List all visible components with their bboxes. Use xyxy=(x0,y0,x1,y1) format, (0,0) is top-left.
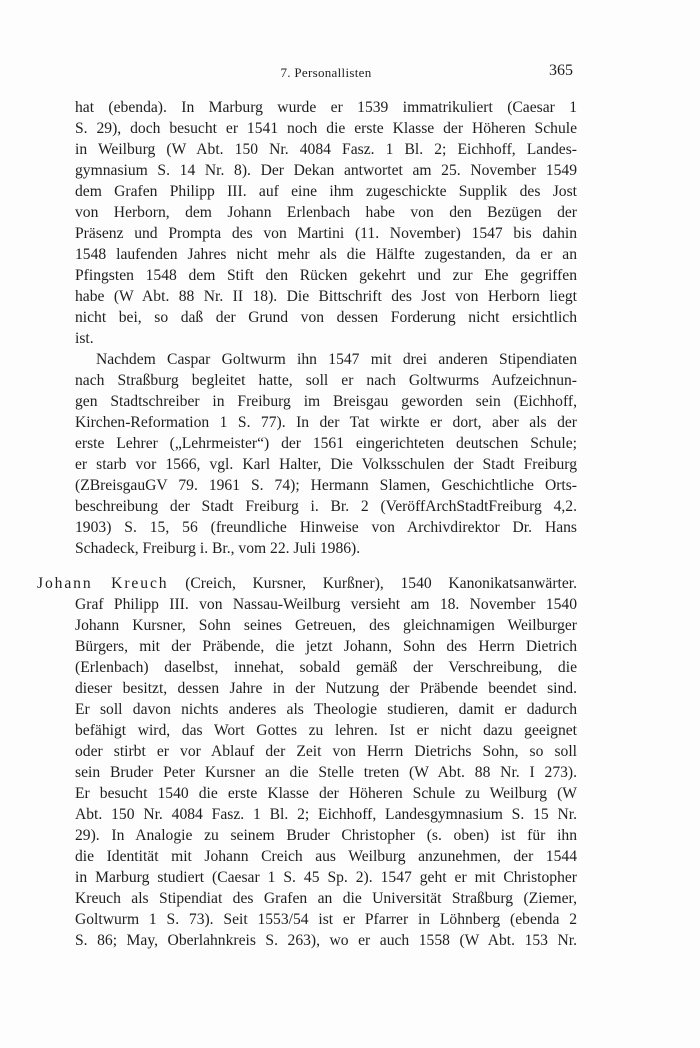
text-line: Er besucht 1540 die erste Klasse der Höheren Schule zu Weilburg (W xyxy=(75,785,577,802)
text-line: hat (ebenda). In Marburg wurde er 1539 immatrikuliert (Caesar 1 xyxy=(75,99,577,116)
text-line: 1903) S. 15, 56 (freundliche Hinweise von Archivdirektor Dr. Hans xyxy=(75,519,577,536)
text-line: Nachdem Caspar Goltwurm ihn 1547 mit drei anderen Stipendiaten xyxy=(96,351,577,368)
text-line: nach Straßburg begleitet hatte, soll er nach Goltwurms Aufzeichnun- xyxy=(75,372,577,389)
paragraph xyxy=(75,349,577,559)
text-line: (ZBreisgauGV 79. 1961 S. 74); Hermann Slamen, Geschichtliche Orts- xyxy=(75,477,577,494)
text-line: Abt. 150 Nr. 4084 Fasz. 1 Bl. 2; Eichhoff, Landesgymnasium S. 15 Nr. xyxy=(75,806,577,823)
text-line: Er soll davon nichts anderes als Theologie studieren, damit er dadurch xyxy=(75,701,577,718)
page-number: 365 xyxy=(549,62,573,79)
entry-separator xyxy=(75,559,577,573)
paragraph-continuation xyxy=(75,97,577,349)
text-line: gen Stadtschreiber in Freiburg im Breisgau geworden sein (Eichhoff, xyxy=(75,393,577,410)
entry-heading-line xyxy=(37,573,577,594)
text-line: Kreuch als Stipendiat des Grafen an die Universität Straßburg (Ziemer, xyxy=(75,890,577,907)
text-line: in Marburg studiert (Caesar 1 S. 45 Sp. 2). 1547 geht er mit Christopher xyxy=(75,869,577,886)
text-line: 29). In Analogie zu seinem Bruder Christopher (s. oben) ist für ihn xyxy=(75,827,577,844)
text-line: ist. xyxy=(75,330,94,347)
text-line: Johann Kursner, Sohn seines Getreuen, des gleichnamigen Weilburger xyxy=(75,617,577,634)
text-line: Pfingsten 1548 dem Stift den Rücken gekehrt und zur Ehe gegriffen xyxy=(75,267,577,284)
text-line: in Weilburg (W Abt. 150 Nr. 4084 Fasz. 1 Bl. 2; Eichhoff, Landes- xyxy=(75,141,577,158)
text-line: 1548 laufenden Jahres nicht mehr als die Hälfte zugestanden, da er an xyxy=(75,246,577,263)
text-line: Schadeck, Freiburg i. Br., vom 22. Juli 1986). xyxy=(75,540,361,557)
text-line: die Identität mit Johann Creich aus Weilburg anzunehmen, der 1544 xyxy=(75,848,577,865)
text-line: erste Lehrer („Lehrmeister“) der 1561 eingerichteten deutschen Schule; xyxy=(75,435,577,452)
text-line: Bürgers, mit der Präbende, die jetzt Johann, Sohn des Herrn Dietrich xyxy=(75,638,577,655)
text-line: nicht bei, so daß der Grund von dessen Forderung nicht ersichtlich xyxy=(75,309,577,326)
running-head xyxy=(75,62,577,86)
person-entry xyxy=(37,573,578,951)
entry-heading-rest: (Creich, Kursner, Kurßner), 1540 Kanonikatsanwärter. xyxy=(168,575,578,592)
text-line: Graf Philipp III. von Nassau-Weilburg versieht am 18. November 1540 xyxy=(75,596,577,613)
text-line: gymnasium S. 14 Nr. 8). Der Dekan antwortet am 25. November 1549 xyxy=(75,162,577,179)
text-line: er starb vor 1566, vgl. Karl Halter, Die Volksschulen der Stadt Freiburg xyxy=(75,456,577,473)
entry-name: Johann Kreuch xyxy=(37,575,169,592)
text-line: Präsenz und Prompta des von Martini (11. November) 1547 bis dahin xyxy=(75,225,577,242)
text-line: habe (W Abt. 88 Nr. II 18). Die Bittschrift des Jost von Herborn liegt xyxy=(75,288,577,305)
text-line: oder stirbt er vor Ablauf der Zeit von Herrn Dietrichs Sohn, so soll xyxy=(75,743,577,760)
text-line: (Erlenbach) daselbst, innehat, sobald gemäß der Verschreibung, die xyxy=(75,659,577,676)
text-line: S. 29), doch besucht er 1541 noch die erste Klasse der Höheren Schule xyxy=(75,120,577,137)
text-line: von Herborn, dem Johann Erlenbach habe von den Bezügen der xyxy=(75,204,577,221)
text-line: befähigt wird, das Wort Gottes zu lehren. Ist er nicht dazu geeignet xyxy=(75,722,577,739)
text-line: dem Grafen Philipp III. auf eine ihm zugeschickte Supplik des Jost xyxy=(75,183,577,200)
text-line: beschreibung der Stadt Freiburg i. Br. 2 (VeröffArchStadtFreiburg 4,2. xyxy=(75,498,577,515)
running-title: 7. Personallisten xyxy=(280,65,372,80)
text-line: sein Bruder Peter Kursner an die Stelle treten (W Abt. 88 Nr. I 273). xyxy=(75,764,577,781)
text-line: Goltwurm 1 S. 73). Seit 1553/54 ist er Pfarrer in Löhnberg (ebenda 2 xyxy=(75,911,577,928)
text-line: Kirchen-Reformation 1 S. 77). In der Tat wirkte er dort, aber als der xyxy=(75,414,577,431)
text-line: dieser besitzt, dessen Jahre in der Nutzung der Präbende beendet sind. xyxy=(75,680,577,697)
body-text xyxy=(37,97,578,951)
text-line: S. 86; May, Oberlahnkreis S. 263), wo er auch 1558 (W Abt. 153 Nr. xyxy=(75,932,577,949)
